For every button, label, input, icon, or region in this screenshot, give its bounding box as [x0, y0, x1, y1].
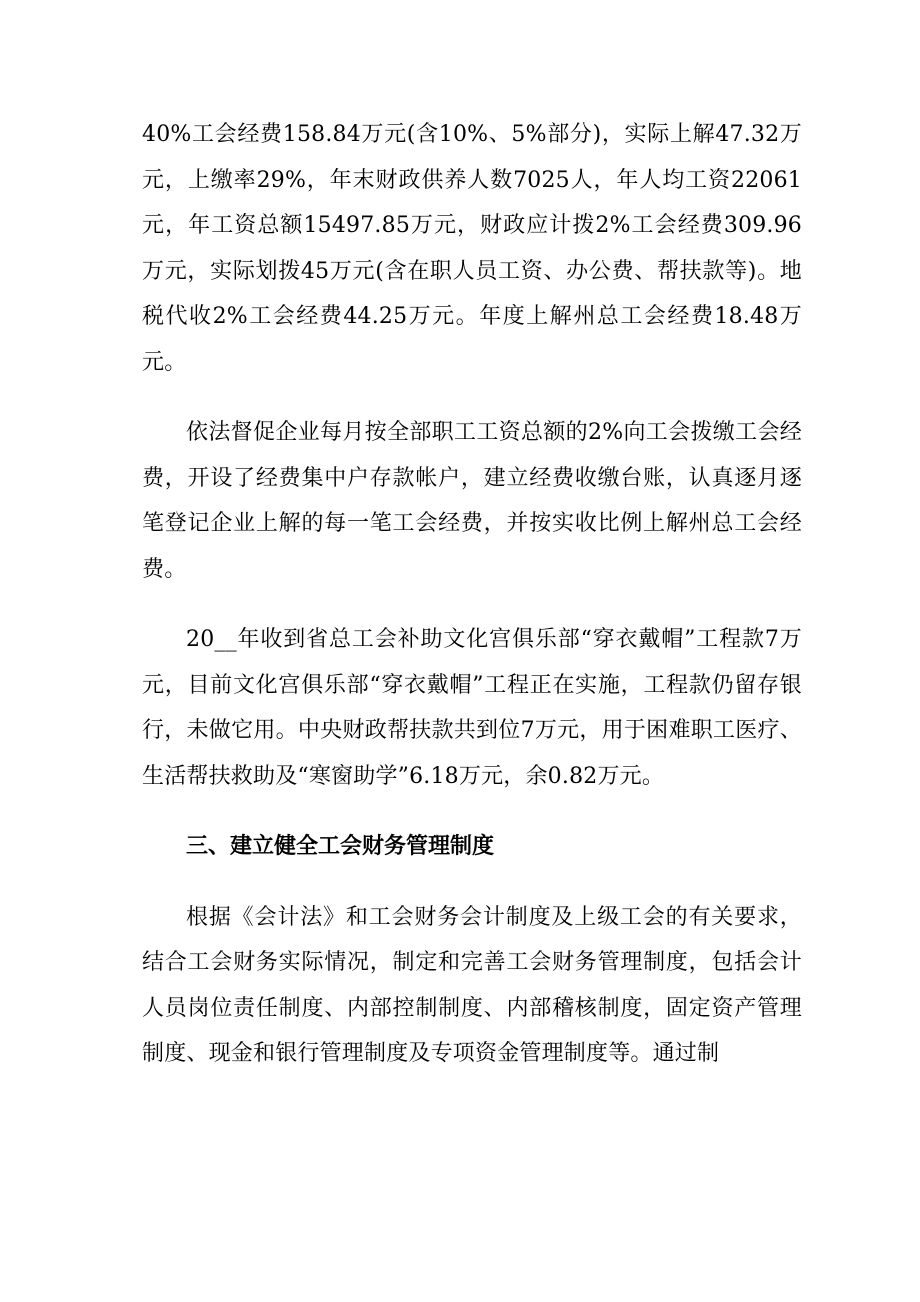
paragraph-spacer [142, 385, 802, 410]
section-heading: 三、建立健全工会财务管理制度 [186, 834, 495, 859]
paragraph-project-funds: 20__年收到省总工会补助文化宫俱乐部“穿衣戴帽”工程款7万元，目前文化宫俱乐部“穿衣戴帽”工程正在实施，工程款仍留存银行，未做它用。中央财政帮扶款共到位7万元，用于困难职工医疗、生活帮扶救助及“寒窗助学”6.18万元，余0.82万元。 [142, 627, 802, 789]
document-page [142, 112, 802, 1077]
paragraph-spacer [142, 799, 802, 824]
paragraph-spacer [142, 870, 802, 895]
paragraph-fund-collection: 依法督促企业每月按全部职工工资总额的2%向工会拨缴工会经费，开设了经费集中户存款帐户，建立经费收缴台账，认真逐月逐笔登记企业上解的每一笔工会经费，并按实收比例上解州总工会经费。 [142, 420, 802, 582]
paragraph-management-system: 根据《会计法》和工会财务会计制度及上级工会的有关要求，结合工会财务实际情况，制定和完善工会财务管理制度，包括会计人员岗位责任制度、内部控制制度、内部稽核制度，固定资产管理制度、现金和银行管理制度及专项资金管理制度等。通过制 [142, 904, 802, 1066]
paragraph-spacer [142, 592, 802, 617]
paragraph-fund-figures: 40%工会经费158.84万元(含10%、5%部分)，实际上解47.32万元，上缴率29%，年末财政供养人数7025人，年人均工资22061元，年工资总额15497.85万元，财政应计拨2%工会经费309.96万元，实际划拨45万元(含在职人员工资、办公费、帮扶款等)。地税代收2%工会经费44.25万元。年度上解州总工会经费18.48万元。 [142, 122, 802, 375]
